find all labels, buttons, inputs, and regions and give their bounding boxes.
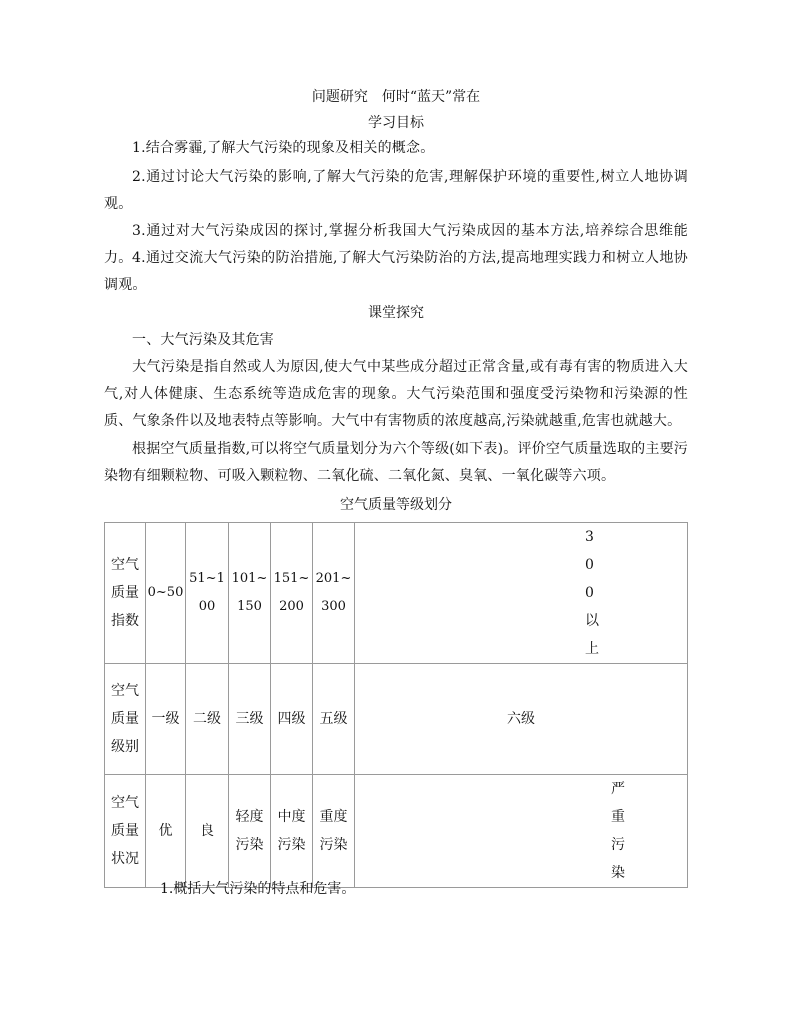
objective-2-text: 2.通过讨论大气污染的影响,了解大气污染的危害,理解保护环境的重要性,树立人地协调观。 — [104, 169, 688, 212]
section1-heading-text: 一、大气污染及其危害 — [132, 332, 274, 348]
row-header-index: 空气质量指数 — [105, 523, 146, 664]
objectives-heading: 学习目标 — [368, 115, 424, 131]
section1-paragraph-2-text: 根据空气质量指数,可以将空气质量划分为六个等级(如下表)。评价空气质量选取的主要污染物有细颗粒物、可吸入颗粒物、二氧化硫、二氧化氮、臭氧、一氧化碳等六项。 — [104, 441, 688, 484]
page-title: 问题研究 何时“蓝天”常在 — [311, 89, 481, 105]
table-caption: 空气质量等级划分 — [340, 497, 452, 513]
table-cell: 201~300 — [313, 523, 355, 664]
table-cell: 优 — [146, 775, 186, 888]
objective-1 — [104, 135, 688, 162]
table-cell: 101~150 — [229, 523, 271, 664]
table-cell: 良 — [186, 775, 229, 888]
table-cell: 151~200 — [271, 523, 313, 664]
objective-1-text: 1.结合雾霾,了解大气污染的现象及相关的概念。 — [132, 140, 435, 156]
objective-2 — [104, 164, 688, 218]
table-cell: 300以上 — [355, 523, 688, 664]
table-cell: 二级 — [186, 664, 229, 775]
row-header-level: 空气质量级别 — [105, 664, 146, 775]
table-cell: 轻度污染 — [229, 775, 271, 888]
objective-4 — [104, 245, 688, 299]
section1-paragraph-1 — [104, 354, 688, 435]
table-cell: 三级 — [229, 664, 271, 775]
section1-paragraph-2 — [104, 436, 688, 490]
table-cell: 0~50 — [146, 523, 186, 664]
section1-heading — [104, 327, 688, 354]
section1-paragraph-1-text: 大气污染是指自然或人为原因,使大气中某些成分超过正常含量,或有毒有害的物质进入大气,对人体健康、生态系统等造成危害的现象。大气污染范围和强度受污染物和污染源的性质、气象条件以及地表特点等影响。大气中有害物质的浓度越高,污染就越重,危害也就越大。 — [104, 359, 688, 429]
air-quality-table — [104, 522, 688, 888]
table-cell: 五级 — [313, 664, 355, 775]
table-cell: 重度污染 — [313, 775, 355, 888]
table-cell: 51~100 — [186, 523, 229, 664]
table-cell: 严重污染 — [355, 775, 688, 888]
table-cell: 四级 — [271, 664, 313, 775]
table-cell: 中度污染 — [271, 775, 313, 888]
table-row — [105, 664, 688, 775]
table-row — [105, 523, 688, 664]
question-1: 1.概括大气污染的特点和危害。 — [160, 881, 356, 897]
row-header-status: 空气质量状况 — [105, 775, 146, 888]
objective-3-text: 3.通过对大气污染成因的探讨,掌握分析我国大气污染成因的基本方法,培养综合思维能力。 — [104, 223, 688, 266]
objective-4-text: 4.通过交流大气污染的防治措施,了解大气污染防治的方法,提高地理实践力和树立人地协调观。 — [104, 250, 688, 293]
table-row — [105, 775, 688, 888]
table-cell: 一级 — [146, 664, 186, 775]
table-cell: 六级 — [355, 664, 688, 775]
exploration-heading: 课堂探究 — [368, 305, 424, 321]
